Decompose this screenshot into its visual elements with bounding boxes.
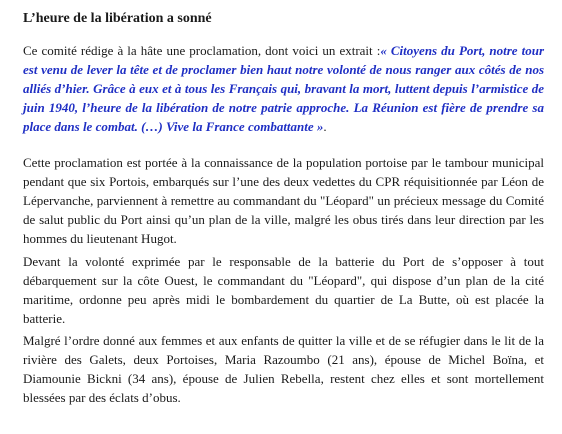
paragraph-intro: Ce comité rédige à la hâte une proclamation, dont voici un extrait : [23, 43, 381, 58]
paragraph-tambour: Cette proclamation est portée à la connaissance de la population portoise par le tambour municipal pendant que six Portois, embarqués sur l’une des deux vedettes du CPR réquisitionnée par Léon de Lépervanche, parviennent à remettre au commandant du "Léopard" un précieux message du Comité de salut public du Port ainsi qu’un plan de la ville, malgré les obus tirés dans leur direction par les hommes du lieutenant Hugot. [23, 155, 544, 246]
article-title: L’heure de la libération a sonné [23, 11, 212, 26]
proclamation-quote: « Citoyens du Port, notre tour est venu de lever la tête et de proclamer bien haut notre volonté de nous ranger aux côtés de nos alliés d’hier. Grâce à eux et à tous les Français qui, bravant la mort, luttent depuis l’armistice de juin 1940, l’heure de la libération de notre patrie approche. La Réunion est fière de prendre sa place dans le combat. (…) Vive la France combattante » [23, 43, 545, 134]
paragraph-bombardement: Devant la volonté exprimée par le responsable de la batterie du Port de s’opposer à tout débarquement sur la côte Ouest, le commandant du "Léopard", qui dispose d’un plan de la cité maritime, ordonne peu après midi le bombardement du quartier de La Butte, où est placée la batterie. [23, 254, 544, 326]
paragraph-end: . [323, 119, 327, 134]
paragraph-proclamation [23, 41, 544, 136]
paragraph-victimes: Malgré l’ordre donné aux femmes et aux enfants de quitter la ville et de se réfugier dans le lit de la rivière des Galets, deux Portoises, Maria Razoumbo (21 ans), épouse de Michel Boïna, et Diamounie Bickni (34 ans), épouse de Julien Rebella, restent chez elles et sont mortellement blessées par des éclats d’obus. [23, 333, 544, 405]
